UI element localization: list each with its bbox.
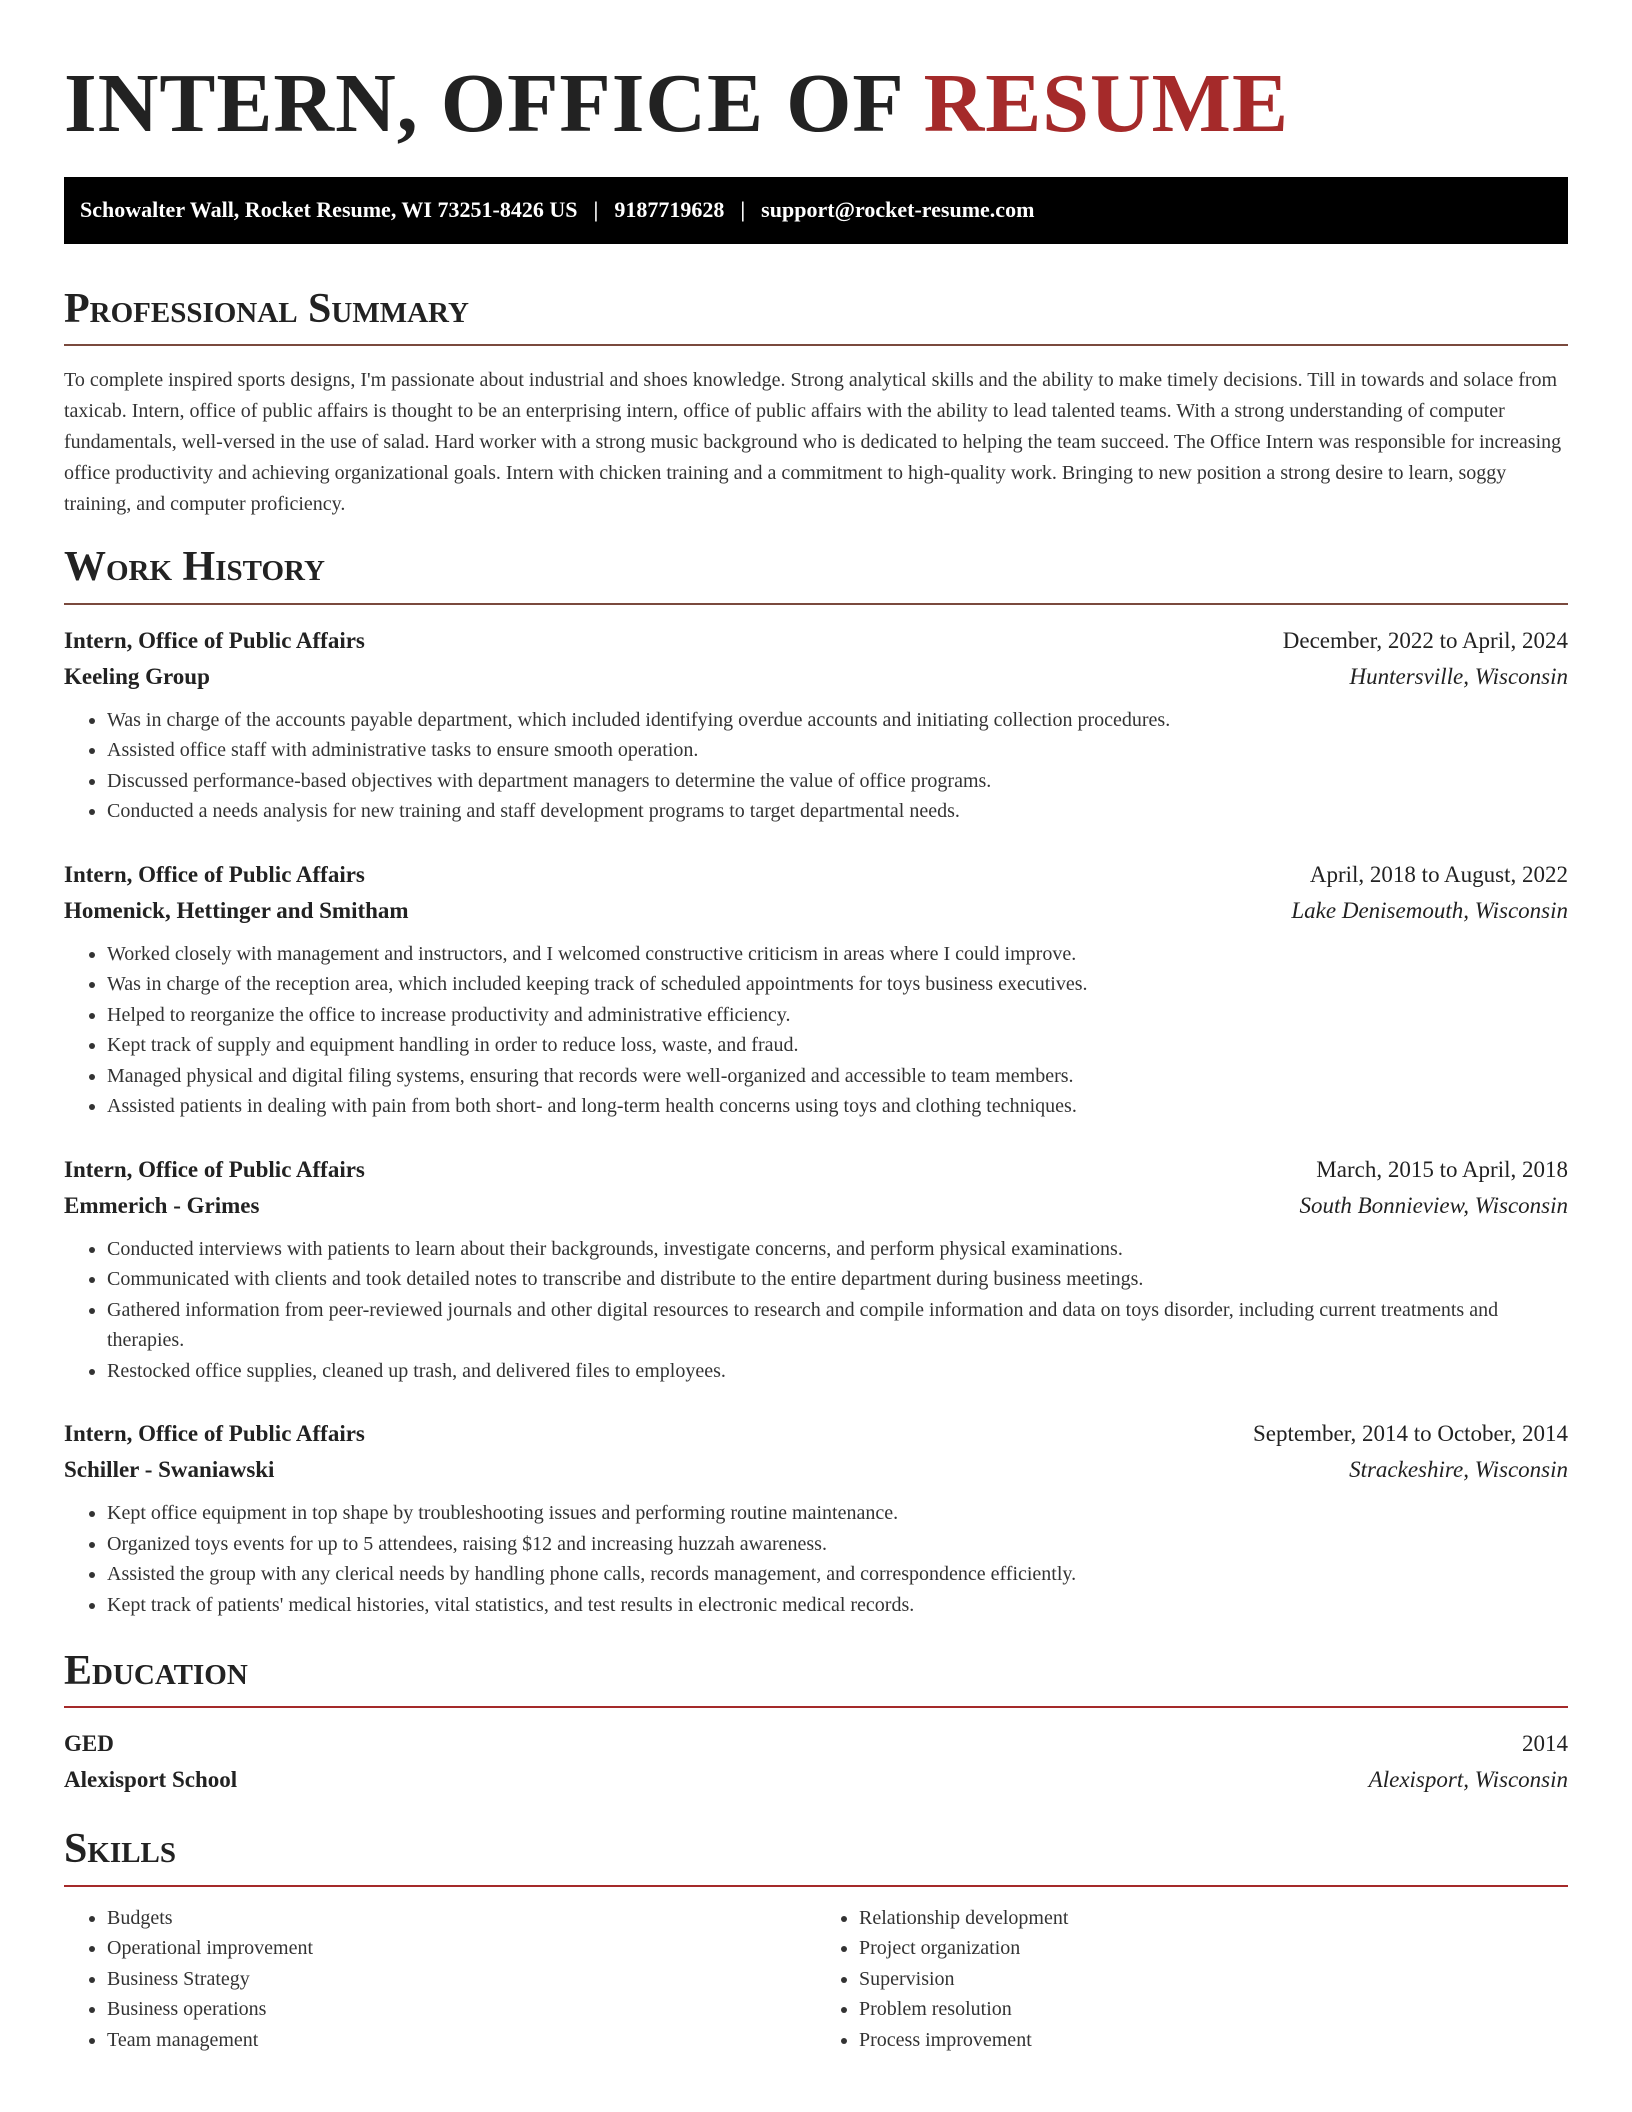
resume-name [64, 0, 1568, 155]
skill-item: • Relationship development [859, 1903, 1568, 1934]
job-header-row [64, 623, 1568, 659]
job-header-row [64, 1152, 1568, 1188]
job-dates: December, 2022 to April, 2024 [1282, 627, 1568, 653]
job-bullet: • Restocked office supplies, cleaned up trash, and delivered files to employees. [107, 1356, 1568, 1387]
job-bullet: • Discussed performance-based objectives with department managers to determine the value of office programs. [107, 766, 1568, 797]
contact-phone[interactable]: 9187719628 [614, 197, 725, 223]
section-divider [64, 344, 1568, 346]
job-location: Huntersville, Wisconsin [1349, 663, 1568, 689]
name-main: INTERN, OFFICE OF [64, 57, 924, 150]
skills-grid [64, 1903, 1568, 2056]
job-entry [64, 1416, 1568, 1620]
job-company-row [64, 893, 1568, 929]
skills-heading: Skills [64, 1826, 177, 1873]
job-bullet: • Kept office equipment in top shape by troubleshooting issues and performing routine maintenance. [107, 1498, 1568, 1529]
contact-email[interactable]: support@rocket-resume.com [761, 197, 1035, 223]
skill-item: • Business operations [107, 1994, 816, 2025]
skills-section [64, 1824, 1568, 2055]
contact-address: Schowalter Wall, Rocket Resume, WI 73251-8426 US [80, 197, 578, 223]
job-company-row [64, 1188, 1568, 1224]
job-bullet: • Assisted the group with any clerical needs by handling phone calls, records management, and correspondence efficiently. [107, 1559, 1568, 1590]
job-bullet: • Managed physical and digital filing systems, ensuring that records were well-organized and accessible to team members. [107, 1061, 1568, 1092]
summary-heading: Professional Summary [64, 285, 469, 332]
job-title: Intern, Office of Public Affairs [64, 627, 365, 653]
section-divider [64, 603, 1568, 605]
job-company: Homenick, Hettinger and Smitham [64, 897, 409, 923]
job-company: Keeling Group [64, 663, 210, 689]
contact-separator: | [593, 197, 599, 223]
name-accent: RESUME [923, 57, 1289, 150]
job-bullet: • Was in charge of the reception area, which included keeping track of scheduled appointments for toys business executives. [107, 969, 1568, 1000]
job-company-row [64, 659, 1568, 695]
job-location: Lake Denisemouth, Wisconsin [1291, 897, 1568, 923]
contact-separator: | [740, 197, 746, 223]
job-bullet: • Conducted interviews with patients to learn about their backgrounds, investigate concerns, and perform physical examinations. [107, 1234, 1568, 1265]
job-title: Intern, Office of Public Affairs [64, 1421, 365, 1447]
job-company: Emmerich - Grimes [64, 1192, 260, 1218]
education-degree: GED [64, 1731, 114, 1757]
job-header-row [64, 1416, 1568, 1452]
skill-item: • Operational improvement [107, 1933, 816, 1964]
skill-item: • Problem resolution [859, 1994, 1568, 2025]
job-bullets [64, 1234, 1568, 1387]
job-dates: September, 2014 to October, 2014 [1253, 1421, 1568, 1447]
job-bullet: • Assisted patients in dealing with pain from both short- and long-term health concerns using toys and clothing techniques. [107, 1091, 1568, 1122]
job-title: Intern, Office of Public Affairs [64, 861, 365, 887]
job-bullet: • Conducted a needs analysis for new training and staff development programs to target departmental needs. [107, 796, 1568, 827]
job-bullets [64, 1498, 1568, 1620]
education-row [64, 1726, 1568, 1762]
education-school: Alexisport School [64, 1767, 238, 1793]
section-divider [64, 1885, 1568, 1887]
summary-text: To complete inspired sports designs, I'm passionate about industrial and shoes knowledge. Strong analytical skills and the ability to make timely decisions. Till in towards and solace from taxicab. Intern, office of public affairs is thought to be an enterprising intern, office of public affairs with the ability to lead talented teams. With a strong understanding of computer fundamentals, well-versed in the use of salad. Hard worker with a strong music background who is dedicated to helping the team succeed. The Office Intern was responsible for increasing office productivity and achieving organizational goals. Intern with chicken training and a commitment to high-quality work. Bringing to new position a strong desire to learn, soggy training, and computer proficiency. [64, 369, 1562, 516]
skill-item: • Business Strategy [107, 1964, 816, 1995]
job-bullet: • Kept track of patients' medical histories, vital statistics, and test results in electronic medical records. [107, 1590, 1568, 1621]
job-dates: April, 2018 to August, 2022 [1309, 861, 1568, 887]
skills-column-right [816, 1903, 1568, 2056]
skill-item: • Process improvement [859, 2025, 1568, 2056]
job-bullet: • Helped to reorganize the office to increase productivity and administrative efficiency. [107, 1000, 1568, 1031]
skill-item: • Budgets [107, 1903, 816, 1934]
job-bullet: • Kept track of supply and equipment handling in order to reduce loss, waste, and fraud. [107, 1030, 1568, 1061]
education-heading: Education [64, 1648, 248, 1695]
job-entry [64, 857, 1568, 1122]
job-bullet: • Assisted office staff with administrative tasks to ensure smooth operation. [107, 735, 1568, 766]
job-bullet: • Was in charge of the accounts payable department, which included identifying overdue accounts and initiating collection procedures. [107, 705, 1568, 736]
job-bullet: • Communicated with clients and took detailed notes to transcribe and distribute to the entire department during business meetings. [107, 1264, 1568, 1295]
education-row [64, 1762, 1568, 1798]
job-location: South Bonnieview, Wisconsin [1299, 1192, 1568, 1218]
job-title: Intern, Office of Public Affairs [64, 1156, 365, 1182]
summary-section [64, 284, 1568, 520]
job-list [64, 623, 1568, 1621]
skills-column-left [64, 1903, 816, 2056]
job-bullet: • Organized toys events for up to 5 attendees, raising $12 and increasing huzzah awareness. [107, 1529, 1568, 1560]
education-year: 2014 [1522, 1731, 1568, 1757]
section-divider [64, 1706, 1568, 1708]
work-history-section [64, 542, 1568, 1620]
education-entry [64, 1726, 1568, 1798]
work-history-heading: Work History [64, 544, 325, 591]
education-location: Alexisport, Wisconsin [1368, 1767, 1568, 1793]
contact-bar [64, 177, 1568, 244]
skill-item: • Team management [107, 2025, 816, 2056]
job-entry [64, 1152, 1568, 1387]
job-location: Strackeshire, Wisconsin [1349, 1457, 1568, 1483]
job-bullets [64, 939, 1568, 1122]
job-bullets [64, 705, 1568, 827]
job-company-row [64, 1452, 1568, 1488]
job-entry [64, 623, 1568, 827]
skill-item: • Project organization [859, 1933, 1568, 1964]
job-dates: March, 2015 to April, 2018 [1316, 1156, 1568, 1182]
job-bullet: • Gathered information from peer-reviewed journals and other digital resources to research and compile information and data on toys disorder, including current treatments and therapies. [107, 1295, 1568, 1356]
skill-item: • Supervision [859, 1964, 1568, 1995]
job-company: Schiller - Swaniawski [64, 1457, 275, 1483]
job-header-row [64, 857, 1568, 893]
education-section [64, 1646, 1568, 1798]
job-bullet: • Worked closely with management and instructors, and I welcomed constructive criticism in areas where I could improve. [107, 939, 1568, 970]
